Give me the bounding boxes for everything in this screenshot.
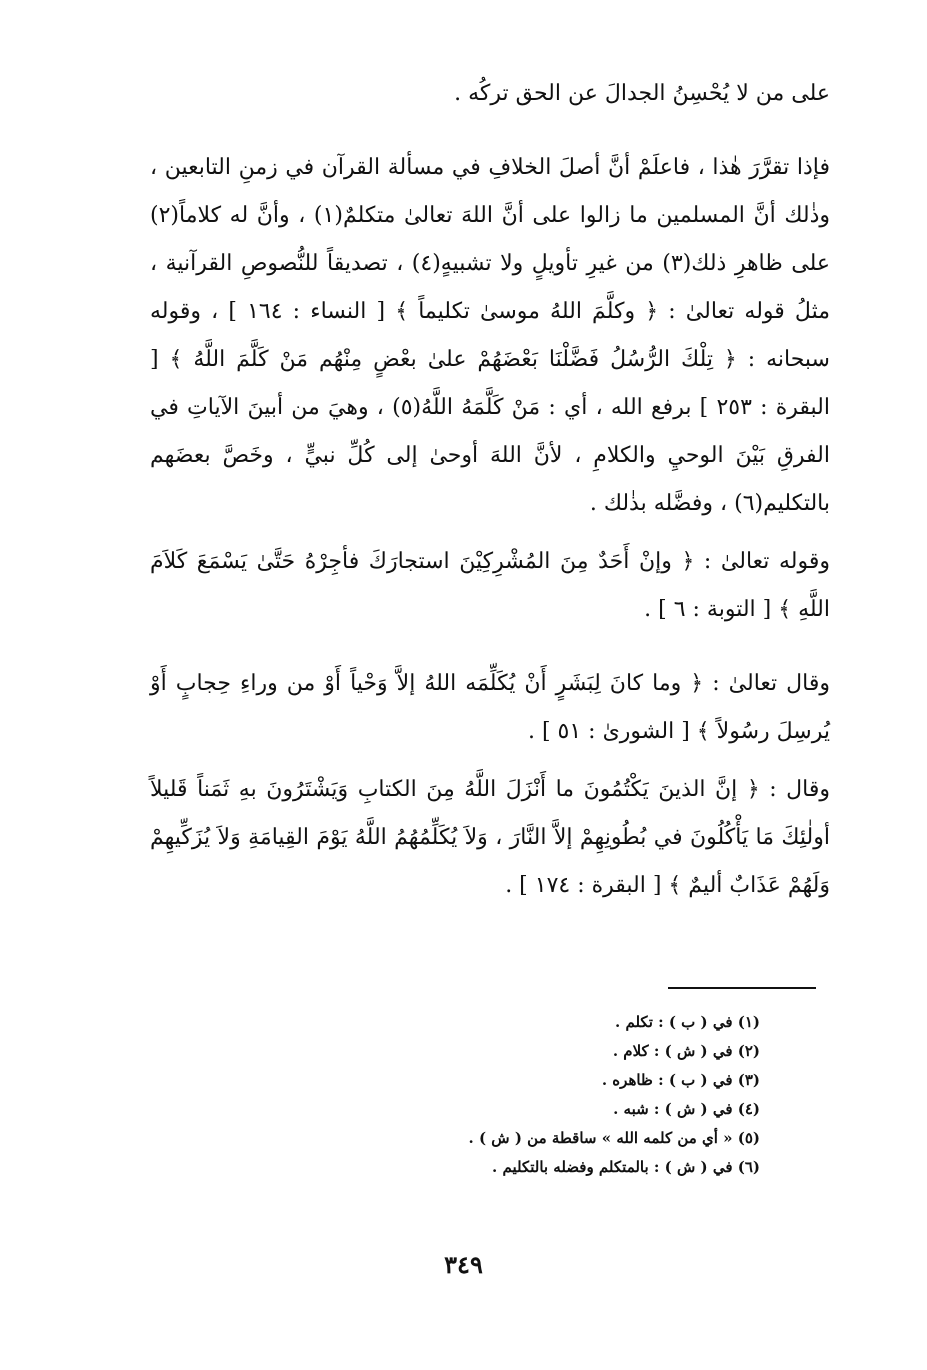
footnotes <box>300 1008 760 1182</box>
paragraph-1: على من لا يُحْسِنُ الجدالَ عن الحق تركُه . <box>454 81 830 106</box>
footnote-divider <box>668 987 816 989</box>
paragraph-4: وقال تعالىٰ : ﴿ وما كانَ لِبَشَرٍ أَنْ يُكَلِّمَه اللهُ إلاَّ وَحْياً أَوْ من وراءِ حِجابٍ أَوْ يُرسِلَ رسُولاً ﴾ [ الشورىٰ : ٥١ ] . <box>150 671 830 744</box>
page-number: ٣٤٩ <box>444 1250 483 1279</box>
paragraph-3: وقوله تعالىٰ : ﴿ وإنْ أَحَدٌ مِنَ المُشْرِكِيْنَ استجارَكَ فأجِرْهُ حَتَّىٰ يَسْمَعَ كَلاَمَ اللَّهِ ﴾ [ التوبة : ٦ ] . <box>150 549 830 622</box>
footnote-6: (٦) في ( ش ) : بالمتكلم وفضله بالتكليم . <box>492 1158 760 1176</box>
footnote-5: (٥) « أي من كلمه الله » ساقطة من ( ش ) . <box>468 1129 760 1147</box>
footnote-1: (١) في ( ب ) : تكلم . <box>615 1013 760 1031</box>
main-text <box>150 70 830 920</box>
paragraph-2: فإذا تقرَّرَ هٰذا ، فاعلَمْ أنَّ أصلَ الخلافِ في مسألة القرآن في زمنِ التابعين ، وذٰلك أنَّ المسلمين ما زالوا على أنَّ اللهَ تعالىٰ متكلمٌ(١) ، وأنَّ له كلاماً(٢) على ظاهرِ ذلك(٣) من غيرِ تأويلٍ ولا تشبيهٍ(٤) ، تصديقاً للنُّصوصِ القرآنية ، مثلُ قوله تعالىٰ : ﴿ وكلَّمَ اللهُ موسىٰ تكليماً ﴾ [ النساء : ١٦٤ ] ، وقوله سبحانه : ﴿ تِلْكَ الرُّسُلُ فَضَّلْنَا بَعْضَهُمْ علىٰ بعْضٍ مِنْهُم مَنْ كَلَّمَ اللَّهُ ﴾ [ البقرة : ٢٥٣ ] برفع الله ، أي : مَنْ كَلَّمَهُ اللَّهُ(٥) ، وهيَ من أبينَ الآياتِ في الفرقِ بَيْنَ الوحيِ والكلامِ ، لأنَّ اللهَ أوحىٰ إلى كُلِّ نبيٍّ ، وخَصَّ بعضَهم بالتكليم(٦) ، وفضَّله بذٰلك . <box>150 155 831 516</box>
footnote-2: (٢) في ( ش ) : كلام . <box>612 1042 760 1060</box>
footnote-3: (٣) في ( ب ) : ظاهره . <box>601 1071 760 1089</box>
paragraph-5: وقال : ﴿ إنَّ الذينَ يَكْتُمُونَ ما أَنْزَلَ اللَّهُ مِنَ الكتابِ وَيَشْتَرُونَ بهِ ثَمَناً قَليلاً أولٰئِكَ مَا يَأْكُلُونَ في بُطُونِهِمْ إلاَّ النَّارَ ، وَلاَ يُكَلِّمُهُمُ اللَّهُ يَوْمَ القِيامَةِ وَلاَ يُزَكِّيهِمْ وَلَهُمْ عَذَابٌ أليمٌ ﴾ [ البقرة : ١٧٤ ] . <box>150 777 830 898</box>
footnote-4: (٤) في ( ش ) : شبه . <box>613 1100 760 1118</box>
